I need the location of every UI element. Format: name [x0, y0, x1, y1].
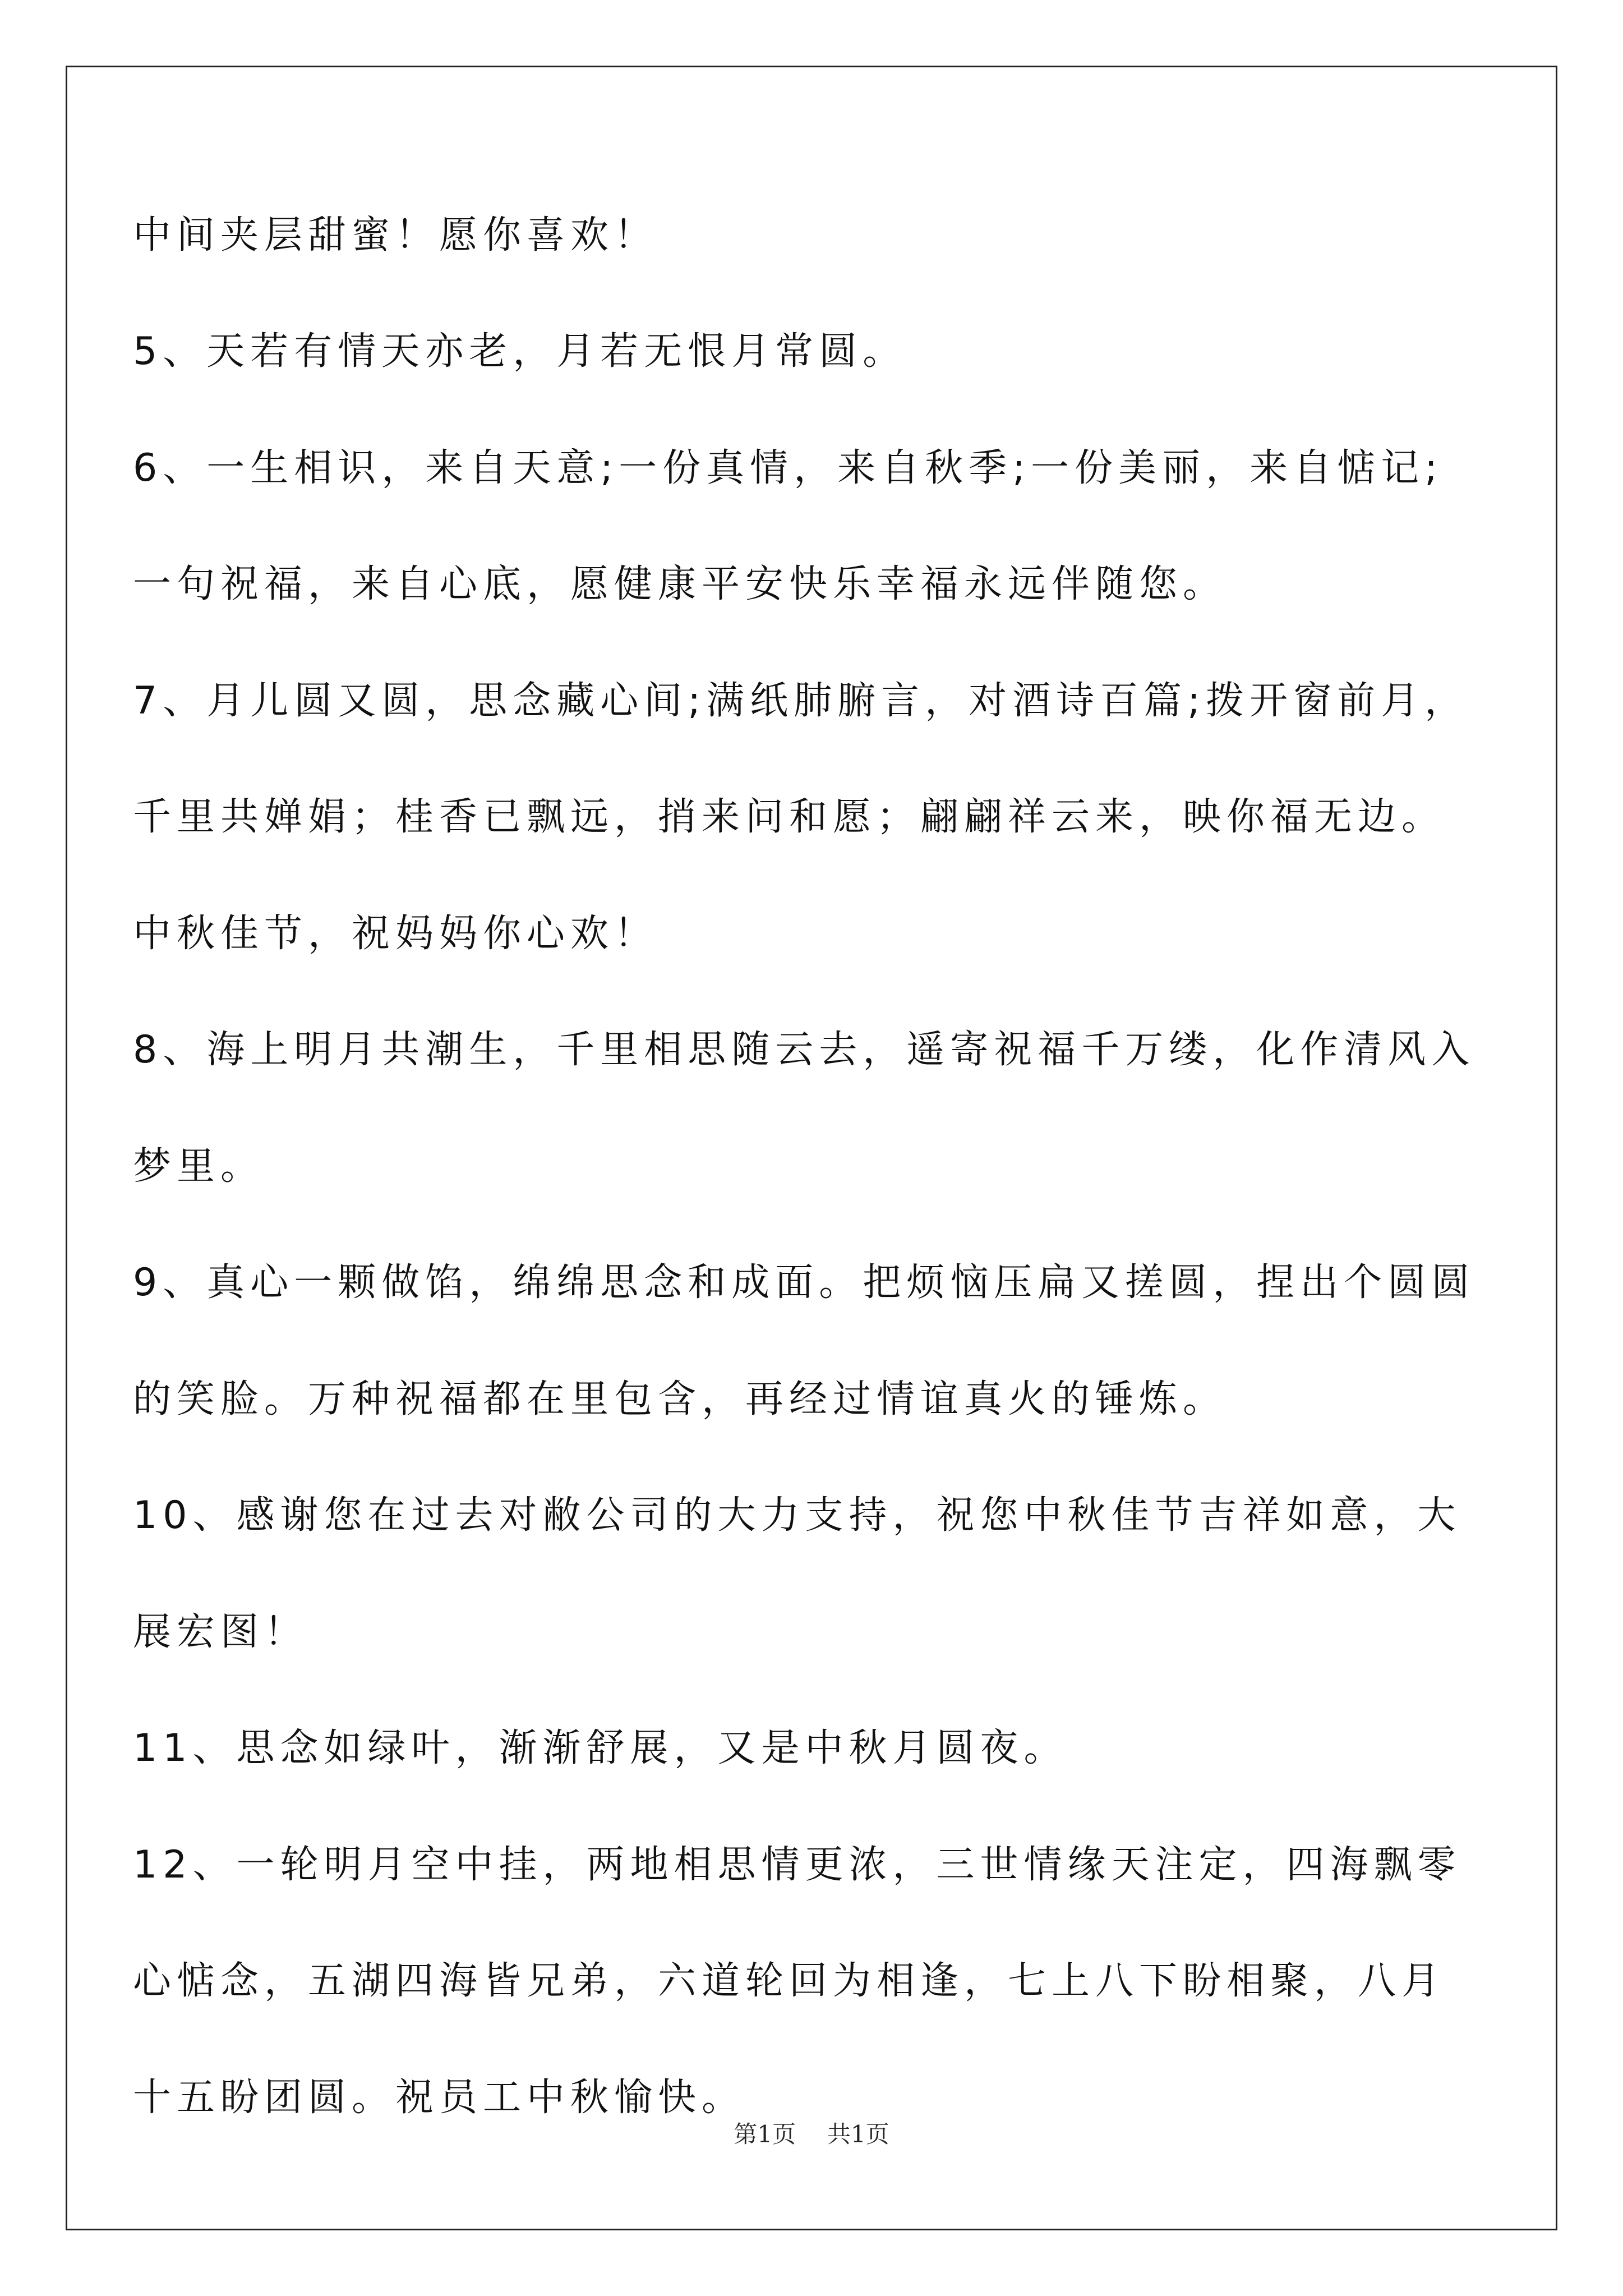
- text-line: 5、天若有情天亦老，月若无恨月常圆。: [133, 329, 907, 374]
- text-line: 11、思念如绿叶，渐渐舒展，又是中秋月圆夜。: [133, 1726, 1068, 1770]
- page-total: 共1页: [827, 2120, 889, 2148]
- text-line: 心惦念，五湖四海皆兄弟，六道轮回为相逢，七上八下盼相聚，八月: [133, 1959, 1446, 2003]
- text-line: 12、一轮明月空中挂，两地相思情更浓，三世情缘天注定，四海飘零: [133, 1843, 1461, 1887]
- text-line: 10、感谢您在过去对敝公司的大力支持，祝您中秋佳节吉祥如意，大: [133, 1493, 1461, 1538]
- page-number: 第1页: [734, 2120, 796, 2148]
- page-footer: [0, 2116, 1623, 2150]
- text-line: 6、一生相识，来自天意;一份真情，来自秋季;一份美丽，来自惦记;: [133, 446, 1443, 490]
- text-line: 一句祝福，来自心底，愿健康平安快乐幸福永远伴随您。: [133, 562, 1227, 606]
- text-line: 展宏图！: [133, 1610, 308, 1654]
- text-line: 7、月儿圆又圆，思念藏心间;满纸肺腑言，对酒诗百篇;拨开窗前月，: [133, 679, 1469, 723]
- text-line: 中间夹层甜蜜！愿你喜欢！: [133, 213, 658, 257]
- text-line: 中秋佳节，祝妈妈你心欢！: [133, 912, 658, 956]
- text-line: 梦里。: [133, 1144, 265, 1189]
- text-line: 十五盼团圆。祝员工中秋愉快。: [133, 2076, 746, 2120]
- page-border: [66, 66, 1557, 2230]
- text-line: 8、海上明月共潮生，千里相思随云去，遥寄祝福千万缕，化作清风入: [133, 1028, 1476, 1072]
- text-line: 的笑脸。万种祝福都在里包含，再经过情谊真火的锤炼。: [133, 1377, 1227, 1421]
- text-line: 千里共婵娟；桂香已飘远，捎来问和愿；翩翩祥云来，映你福无边。: [133, 795, 1446, 839]
- text-line: 9、真心一颗做馅，绵绵思念和成面。把烦恼压扁又搓圆，捏出个圆圆: [133, 1260, 1476, 1305]
